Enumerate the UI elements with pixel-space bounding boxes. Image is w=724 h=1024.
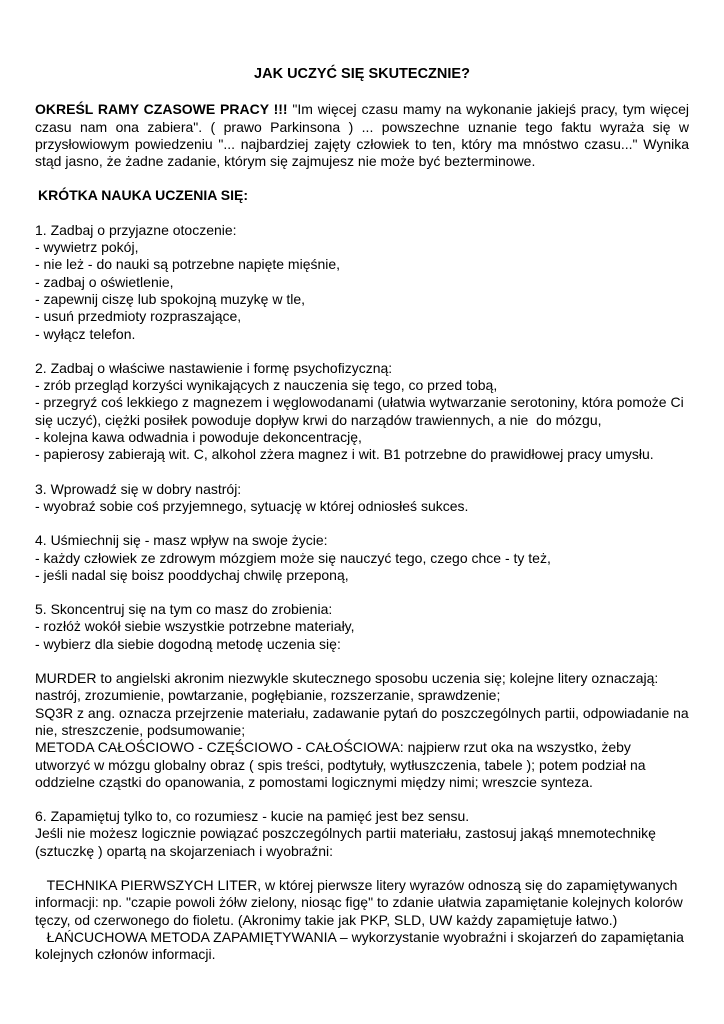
section-1 <box>35 222 689 343</box>
list-item: - każdy człowiek ze zdrowym mózgiem może się nauczyć tego, czego chce - ty też, <box>35 549 551 566</box>
intro-paragraph <box>35 101 689 170</box>
techniques-block <box>35 877 689 963</box>
section-3 <box>35 481 689 516</box>
document-page <box>35 66 693 980</box>
intro-lead: OKREŚL RAMY CZASOWE PRACY !!! <box>35 101 288 118</box>
method-sq3r: SQ3R z ang. oznacza przejrzenie materiału, zadawanie pytań do poszczególnych partii, odpowiadanie na nie, streszczenie, podsumowanie; <box>35 704 693 738</box>
list-item: - kolejna kawa odwadnia i powoduje dekoncentrację, <box>35 429 362 446</box>
document-title: JAK UCZYĆ SIĘ SKUTECZNIE? <box>254 66 470 82</box>
list-item: - wyobraź sobie coś przyjemnego, sytuację w której odniosłeś sukces. <box>35 497 469 514</box>
list-item: - nie leż - do nauki są potrzebne napięte mięśnie, <box>35 256 341 273</box>
list-item: - jeśli nadal się boisz pooddychaj chwilę przeponą, <box>35 566 349 583</box>
section-heading: 6. Zapamiętuj tylko to, co rozumiesz - kucie na pamięć jest bez sensu. <box>35 808 470 825</box>
list-item: - wybierz dla siebie dogodną metodę uczenia się: <box>35 635 341 652</box>
list-item: - papierosy zabierają wit. C, alkohol zżera magnez i wit. B1 potrzebne do prawidłowej pracy umysłu. <box>35 446 654 463</box>
section-6 <box>35 808 689 860</box>
list-item: - wywietrz pokój, <box>35 239 139 256</box>
list-item: - zapewnij ciszę lub spokojną muzykę w tle, <box>35 290 306 307</box>
list-item: - rozłóż wokół siebie wszystkie potrzebne materiały, <box>35 618 355 635</box>
list-item: - przegryź coś lekkiego z magnezem i węglowodanami (ułatwia wytwarzanie serotoniny, która pomoże Ci się uczyć), ciężki posiłek powoduje dopływ krwi do narządów trawiennych, a nie do mózgu, <box>35 394 688 428</box>
subheading: KRÓTKA NAUKA UCZENIA SIĘ: <box>38 187 248 204</box>
intro-text: "Im więcej czasu mamy na wykonanie jakiejś pracy, tym więcej czasu nam ona zabiera". ( prawo Parkinsona ) ... powszechne uznanie tego faktu wyraża się w przysłowiowym powiedzeniu "... najbardziej zajęty człowiek to ten, który ma mnóstwo czasu..." Wynika stąd jasno, że żadne zadanie, którym się zajmujesz nie może być bezterminowe. <box>35 101 690 170</box>
section-2 <box>35 360 689 464</box>
section-heading: 3. Wprowadź się w dobry nastrój: <box>35 480 242 497</box>
section-4 <box>35 532 689 584</box>
section-heading: 1. Zadbaj o przyjazne otoczenie: <box>35 221 237 238</box>
list-item: - zrób przegląd korzyści wynikających z nauczenia się tego, co przed tobą, <box>35 377 498 394</box>
section-text: Jeśli nie możesz logicznie powiązać poszczególnych partii materiału, zastosuj jakąś mnemotechnikę (sztuczkę ) opartą na skojarzeniach i wyobraźni: <box>35 825 660 859</box>
technique-first-letters: TECHNIKA PIERWSZYCH LITER, w której pierwsze litery wyrazów odnoszą się do zapamiętywanych informacji: np. "czapie powoli żółw zielony, niosąc figę" to zdanie ułatwia zapamiętanie kolejnych kolorów tęczy, od czerwonego do fioletu. (Akronimy takie jak PKP, SLD, UW każdy zapamiętuje łatwo.) <box>35 876 687 928</box>
method-calosciowo: METODA CAŁOŚCIOWO - CZĘŚCIOWO - CAŁOŚCIOWA: najpierw rzut oka na wszystko, żeby utworzyć w mózgu globalny obraz ( spis treści, podtytuły, wytłuszczenia, tabele ); potem podział na oddzielne cząstki do opanowania, z pomostami logicznymi między nimi; wreszcie synteza. <box>35 739 650 790</box>
list-item: - wyłącz telefon. <box>35 325 136 342</box>
section-heading: 5. Skoncentruj się na tym co masz do zrobienia: <box>35 601 333 618</box>
methods-block <box>35 670 693 791</box>
method-murder: MURDER to angielski akronim niezwykle skutecznego sposobu uczenia się; kolejne litery oznaczają: nastrój, zrozumienie, powtarzanie, pogłębianie, rozszerzanie, sprawdzenie; <box>35 670 663 704</box>
list-item: - usuń przedmioty rozpraszające, <box>35 308 242 325</box>
section-5 <box>35 601 689 653</box>
list-item: - zadbaj o oświetlenie, <box>35 273 174 290</box>
technique-chain: ŁAŃCUCHOWA METODA ZAPAMIĘTYWANIA – wykorzystanie wyobraźni i skojarzeń do zapamiętania kolejnych członów informacji. <box>35 928 688 963</box>
section-heading: 2. Zadbaj o właściwe nastawienie i formę psychofizyczną: <box>35 359 393 376</box>
section-heading: 4. Uśmiechnij się - masz wpływ na swoje życie: <box>35 532 328 549</box>
